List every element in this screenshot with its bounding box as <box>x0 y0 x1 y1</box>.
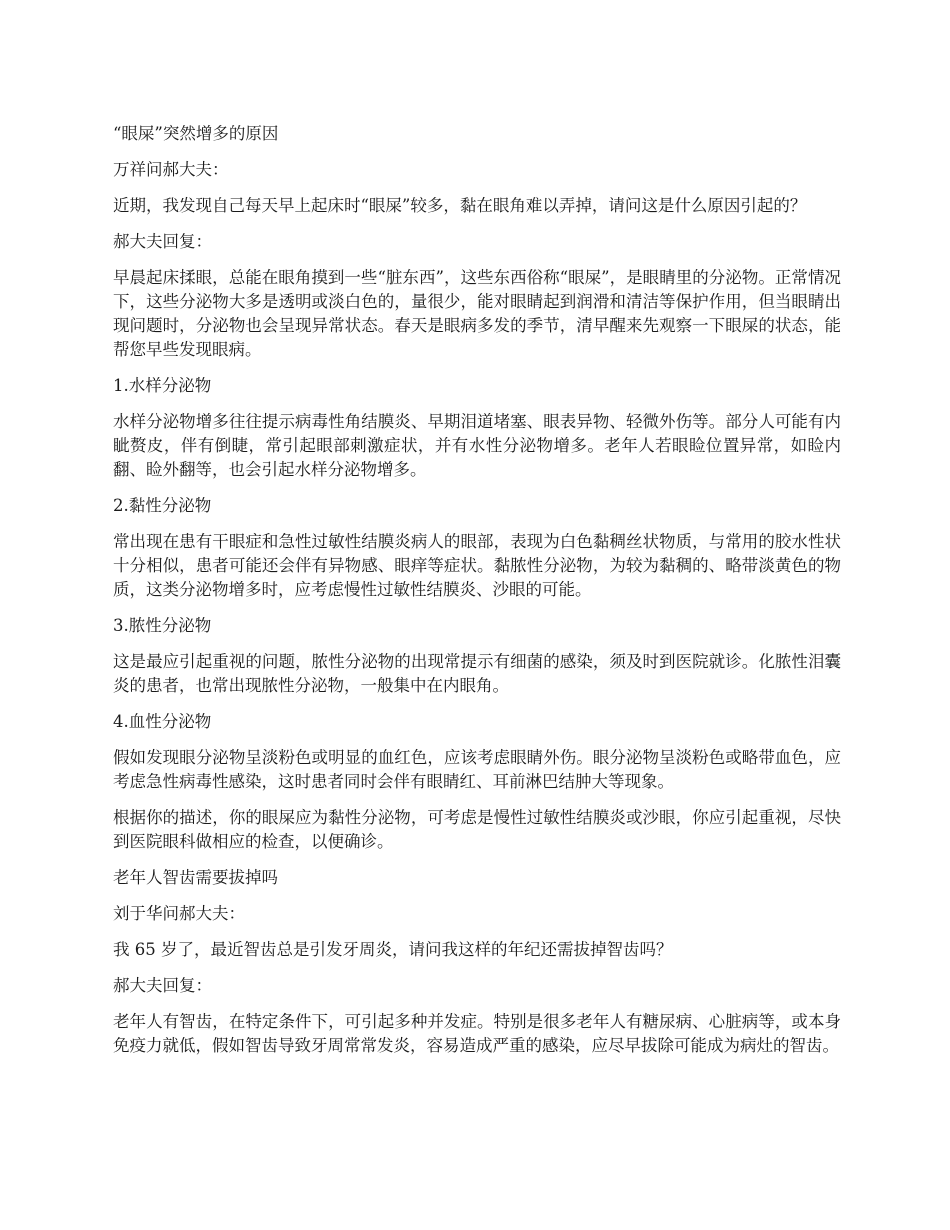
section-paragraph-bloody: 假如发现眼分泌物呈淡粉色或明显的血红色，应该考虑眼睛外伤。眼分泌物呈淡粉色或略带血色，应考虑急性病毒性感染，这时患者同时会伴有眼睛红、耳前淋巴结肿大等现象。 <box>113 748 841 791</box>
article1-question: 近期，我发现自己每天早上起床时“眼屎”较多，黏在眼角难以弄掉，请问这是什么原因引起的？ <box>113 196 807 215</box>
section-heading-bloody: 4.血性分泌物 <box>113 712 212 731</box>
article2-title: 老年人智齿需要拔掉吗 <box>113 868 278 887</box>
article2-asker: 刘于华问郝大夫： <box>113 904 245 923</box>
section-heading-purulent: 3.脓性分泌物 <box>113 616 212 635</box>
section-paragraph-mucous: 常出现在患有干眼症和急性过敏性结膜炎病人的眼部，表现为白色黏稠丝状物质，与常用的胶水性状十分相似，患者可能还会伴有异物感、眼痒等症状。黏脓性分泌物，为较为黏稠的、略带淡黄色的物质，这类分泌物增多时，应考虑慢性过敏性结膜炎、沙眼的可能。 <box>113 532 841 599</box>
article1-asker: 万祥问郝大夫： <box>113 160 229 179</box>
section-heading-watery: 1.水样分泌物 <box>113 376 212 395</box>
article1-reply-label: 郝大夫回复： <box>113 232 212 251</box>
article2-reply-label: 郝大夫回复： <box>113 976 212 995</box>
section-paragraph-purulent: 这是最应引起重视的问题，脓性分泌物的出现常提示有细菌的感染，须及时到医院就诊。化脓性泪囊炎的患者，也常出现脓性分泌物，一般集中在内眼角。 <box>113 652 841 695</box>
article2-answer: 老年人有智齿，在特定条件下，可引起多种并发症。特别是很多老年人有糖尿病、心脏病等，或本身免疫力就低，假如智齿导致牙周常常发炎，容易造成严重的感染，应尽早拔除可能成为病灶的智齿。 <box>113 1012 841 1055</box>
article1-intro: 早晨起床揉眼，总能在眼角摸到一些“脏东西”，这些东西俗称“眼屎”，是眼睛里的分泌物。正常情况下，这些分泌物大多是透明或淡白色的，量很少，能对眼睛起到润滑和清洁等保护作用，但当眼睛出现问题时，分泌物也会呈现异常状态。春天是眼病多发的季节，清早醒来先观察一下眼屎的状态，能帮您早些发现眼病。 <box>113 268 841 359</box>
document-body <box>113 122 841 1070</box>
section-heading-mucous: 2.黏性分泌物 <box>113 496 212 515</box>
article1-conclusion: 根据你的描述，你的眼屎应为黏性分泌物，可考虑是慢性过敏性结膜炎或沙眼，你应引起重视，尽快到医院眼科做相应的检查，以便确诊。 <box>113 808 841 851</box>
article1-title: “眼屎”突然增多的原因 <box>113 124 279 143</box>
section-paragraph-watery: 水样分泌物增多往往提示病毒性角结膜炎、早期泪道堵塞、眼表异物、轻微外伤等。部分人可能有内眦赘皮，伴有倒睫，常引起眼部刺激症状，并有水性分泌物增多。老年人若眼睑位置异常，如睑内翻、睑外翻等，也会引起水样分泌物增多。 <box>113 412 841 479</box>
article2-question: 我 65 岁了，最近智齿总是引发牙周炎，请问我这样的年纪还需拔掉智齿吗？ <box>113 940 673 959</box>
